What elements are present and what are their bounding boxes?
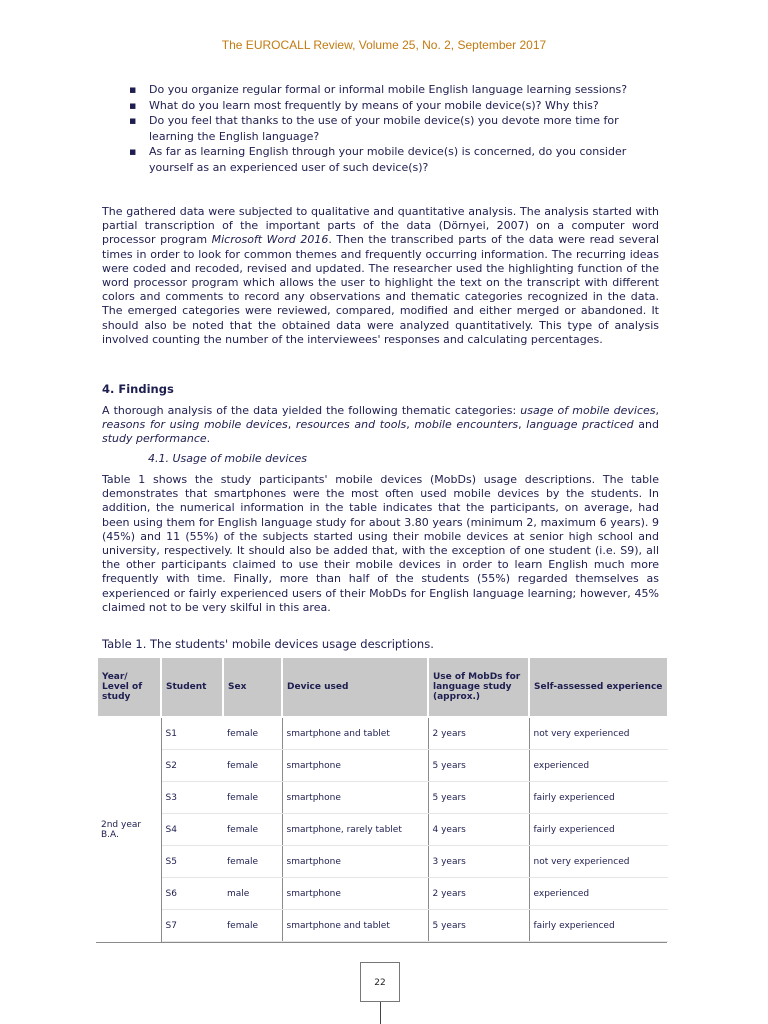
findings-heading: 4. Findings [102, 382, 174, 396]
table-row [97, 782, 668, 814]
student-cell: S6 [161, 878, 223, 910]
student-cell: S1 [161, 717, 223, 750]
bullet-icon: ▪ [129, 98, 137, 112]
experience-cell: experienced [529, 750, 668, 782]
header-experience: Self-assessed experience [529, 657, 668, 717]
use-cell: 3 years [428, 846, 529, 878]
separator: . [206, 432, 211, 446]
device-cell: smartphone, rarely tablet [282, 814, 428, 846]
sex-cell: female [223, 717, 282, 750]
use-cell: 2 years [428, 878, 529, 910]
device-cell: smartphone [282, 878, 428, 910]
use-cell: 5 years [428, 750, 529, 782]
page-number: 22 [360, 962, 400, 1002]
category-encounters: mobile encounters [414, 418, 519, 432]
category-performance: study performance [102, 432, 207, 446]
header-level: Year/ Level of study [97, 657, 161, 717]
analysis-text: The gathered data were subjected to qualitative and quantitative analysis. The analysis started with partial transcription of the important parts of the data (Dörnyei, 2007) on a computer word processor program [102, 205, 659, 247]
separator: , [287, 418, 296, 432]
level-cell: 2nd year B.A. [97, 717, 161, 942]
table-row [97, 750, 668, 782]
separator: , [406, 418, 415, 432]
sex-cell: female [223, 750, 282, 782]
use-cell: 2 years [428, 717, 529, 750]
journal-header: The EUROCALL Review, Volume 25, No. 2, September 2017 [221, 38, 547, 52]
bullet-icon: ▪ [129, 145, 137, 158]
table-row [97, 814, 668, 846]
question-text: Do you feel that thanks to the use of your mobile device(s) you devote more time for learning the English language? [149, 114, 619, 143]
separator: , [655, 404, 659, 417]
device-cell: smartphone [282, 750, 428, 782]
header-student: Student [161, 657, 223, 717]
device-cell: smartphone [282, 846, 428, 878]
question-text: What do you learn most frequently by means of your mobile device(s)? Why this? [149, 98, 599, 112]
sex-cell: female [223, 910, 282, 942]
question-text: Do you organize regular formal or informal mobile English language learning sessions? [149, 83, 628, 96]
usage-table [96, 656, 667, 943]
use-cell: 5 years [428, 782, 529, 814]
experience-cell: experienced [529, 878, 668, 910]
device-cell: smartphone and tablet [282, 717, 428, 750]
table-row [97, 878, 668, 910]
use-cell: 4 years [428, 814, 529, 846]
device-cell: smartphone and tablet [282, 910, 428, 942]
sex-cell: female [223, 846, 282, 878]
experience-cell: fairly experienced [529, 910, 668, 942]
question-text: As far as learning English through your mobile device(s) is concerned, do you consider yourself as an experienced user of such device(s)? [149, 145, 627, 174]
device-cell: smartphone [282, 782, 428, 814]
table-bottom-rule [96, 942, 667, 943]
bullet-icon: ▪ [129, 83, 137, 96]
bullet-icon: ▪ [129, 114, 137, 127]
sex-cell: male [223, 878, 282, 910]
analysis-text-cont: . Then the transcribed parts of the data were read several times in order to look for common themes and frequently occurring information. The recurring ideas were coded and recoded, revised and updated. The researcher used the highlighting function of the word processor program which allows the user to highlight the text on the transcript with different colors and comments to record any observations and thematic categories recognized in the data. The emerged categories were reviewed, compared, modified and either merged or abandoned. It should also be noted that the obtained data were analyzed quantitatively. This type of analysis involved counting the number of the interviewees' responses and calculating percentages. [102, 233, 659, 346]
question-item [117, 113, 662, 144]
category-reasons: reasons for using mobile devices [102, 418, 288, 432]
table-row [97, 717, 668, 750]
question-item [117, 144, 662, 175]
experience-cell: fairly experienced [529, 782, 668, 814]
usage-paragraph: Table 1 shows the study participants' mobile devices (MobDs) usage descriptions. The table demonstrates that smartphones were the most often used mobile devices by the students. In addition, the numerical information in the table indicates that the participants, on average, had been using them for English language study for about 3.80 years (minimum 2, maximum 6 years). 9 (45%) and 11 (55%) of the subjects started using their mobile devices at senior high school and university, respectively. It should also be added that, with the exception of one student (i.e. S9), all the other participants claimed to use their mobile devices in order to learn English much more frequently with time. Finally, more than half of the students (55%) regarded themselves as experienced or fairly experienced users of their MobDs for English language learning; however, 45% claimed not to be very skilful in this area. [102, 473, 659, 614]
category-language: language practiced [526, 418, 634, 432]
question-item [117, 98, 662, 114]
table-header-row [97, 657, 668, 717]
usage-subheading: 4.1. Usage of mobile devices [148, 452, 308, 465]
header-device: Device used [282, 657, 428, 717]
table-caption: Table 1. The students' mobile devices usage descriptions. [102, 637, 434, 651]
student-cell: S3 [161, 782, 223, 814]
table-row [97, 846, 668, 878]
use-cell: 5 years [428, 910, 529, 942]
question-item [117, 82, 662, 98]
category-resources: resources and tools [295, 418, 407, 432]
page-number-line [380, 1002, 381, 1024]
header-use: Use of MobDs for language study (approx.) [428, 657, 529, 717]
student-cell: S5 [161, 846, 223, 878]
analysis-paragraph [102, 205, 659, 347]
separator: , [518, 418, 527, 432]
experience-cell: not very experienced [529, 717, 668, 750]
student-cell: S7 [161, 910, 223, 942]
experience-cell: not very experienced [529, 846, 668, 878]
experience-cell: fairly experienced [529, 814, 668, 846]
findings-intro: A thorough analysis of the data yielded the following thematic categories: [102, 404, 521, 417]
question-list [117, 82, 662, 175]
student-cell: S2 [161, 750, 223, 782]
sex-cell: female [223, 782, 282, 814]
sex-cell: female [223, 814, 282, 846]
findings-paragraph [102, 404, 659, 447]
header-sex: Sex [223, 657, 282, 717]
separator: and [633, 418, 659, 432]
table-row [97, 910, 668, 942]
category-usage: usage of mobile devices [520, 404, 656, 417]
software-name: Microsoft Word 2016 [211, 233, 329, 247]
student-cell: S4 [161, 814, 223, 846]
